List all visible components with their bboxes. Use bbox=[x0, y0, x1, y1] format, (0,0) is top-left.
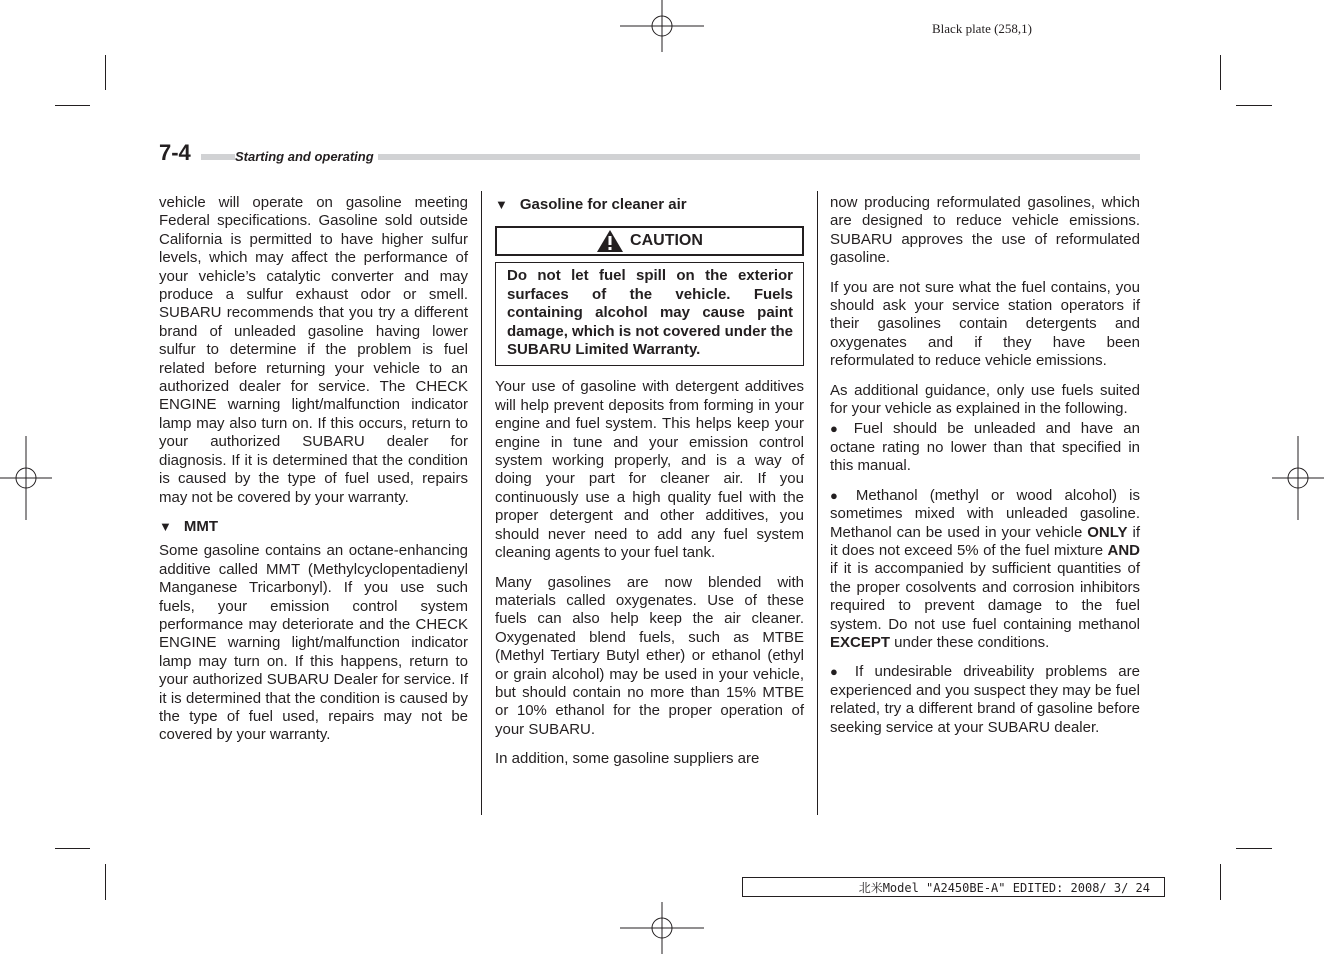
paragraph: If you are not sure what the fuel contains, you should ask your service station operators if their gasolines contain detergents and oxygenates and if they have been reformulated to reduce vehicle emissions. bbox=[830, 278, 1140, 370]
registration-mark-icon bbox=[620, 0, 704, 68]
bullet-item bbox=[830, 487, 1140, 653]
bullet-text: under these conditions. bbox=[890, 633, 1050, 651]
triangle-down-icon: ▼ bbox=[159, 518, 172, 534]
heading-text: Gasoline for cleaner air bbox=[519, 196, 687, 213]
page-number: 7-4 bbox=[159, 140, 201, 166]
column-divider bbox=[481, 191, 482, 815]
section-heading-gasoline bbox=[495, 196, 804, 214]
column-1 bbox=[159, 194, 468, 756]
triangle-down-icon: ▼ bbox=[495, 197, 508, 212]
heading-text: MMT bbox=[183, 517, 219, 535]
plate-label: Black plate (258,1) bbox=[932, 21, 1032, 36]
bullet-text: If undesirable driveability problems are experienced and you suspect they may be fuel related, try a different brand of gasoline before seeking service at your SUBARU dealer. bbox=[830, 663, 1140, 736]
page-header bbox=[159, 140, 1140, 170]
warning-icon bbox=[596, 229, 624, 253]
crop-mark bbox=[55, 105, 90, 106]
bullet-icon: ● bbox=[830, 487, 846, 503]
column-2 bbox=[495, 194, 804, 780]
bullet-text: Methanol (methyl or wood alcohol) is sometimes mixed with unleaded gasoline. Methanol can be used in your vehicle bbox=[830, 486, 1141, 541]
crop-mark bbox=[1220, 55, 1221, 90]
bullet-item bbox=[830, 420, 1140, 475]
bullet-icon: ● bbox=[830, 664, 845, 680]
bullet-text: if it does not exceed 5% of the fuel mixture bbox=[830, 523, 1140, 559]
section-title: Starting and operating bbox=[235, 149, 378, 164]
crop-mark bbox=[1236, 848, 1272, 849]
paragraph: Your use of gasoline with detergent additives will help prevent deposits from forming in your engine and fuel system. This helps keep your engine in tune and your emission control system working properly, and is a way of doing your part for cleaner air. If you continuously use a high quality fuel with the proper detergent and other additives, you should never need to add any fuel system cleaning agents to your fuel tank. bbox=[495, 378, 804, 562]
column-divider bbox=[817, 191, 818, 815]
registration-mark-icon bbox=[1256, 436, 1327, 520]
crop-mark bbox=[1236, 105, 1272, 106]
paragraph: In addition, some gasoline suppliers are bbox=[495, 750, 760, 768]
crop-mark bbox=[1220, 864, 1221, 900]
caution-header bbox=[495, 226, 804, 256]
emphasis-and: AND bbox=[1107, 541, 1140, 559]
emphasis-only: ONLY bbox=[1087, 523, 1128, 541]
section-heading-mmt bbox=[159, 518, 468, 536]
edition-footer bbox=[742, 877, 1165, 897]
paragraph: Some gasoline contains an octane-enhancing additive called MMT (Methylcyclopentadienyl Manganese Tricarbonyl). If you use such fuels, your emission control system performance may deteriorate and the CHECK ENGINE warning light/malfunction indicator lamp may turn on. If this happens, return to your authorized SUBARU Dealer for service. If it is determined that the condition is caused by the type of fuel used, repairs may not be covered by your warranty. bbox=[159, 542, 468, 744]
crop-mark bbox=[105, 55, 106, 90]
bullet-item bbox=[830, 663, 1140, 737]
column-3 bbox=[830, 194, 1140, 748]
edition-text: 北米Model "A2450BE-A" EDITED: 2008/ 3/ 24 bbox=[858, 881, 1150, 895]
bullet-icon: ● bbox=[830, 421, 844, 437]
paragraph: As additional guidance, only use fuels suited for your vehicle as explained in the following. bbox=[830, 381, 1140, 418]
registration-mark-icon bbox=[0, 436, 68, 520]
bullet-text: Fuel should be unleaded and have an octane rating no lower than that specified in this manual. bbox=[830, 420, 1140, 475]
paragraph: vehicle will operate on gasoline meeting Federal specifications. Gasoline sold outside California is permitted to have higher sulfur levels, which may affect the performance of your vehicle’s catalytic converter and may produce a sulfur exhaust odor or smell. SUBARU recommends that you try a different brand of unleaded gasoline having lower sulfur to determine if the problem is fuel related before returning your vehicle to an authorized dealer for service. The CHECK ENGINE warning light/malfunction indicator lamp may also turn on. If this occurs, return to your authorized SUBARU dealer for diagnosis. If it is determined that the condition is caused by the type of fuel used, repairs may not be covered by your warranty. bbox=[159, 194, 468, 506]
crop-mark bbox=[55, 848, 90, 849]
bullet-text: if it is accompanied by sufficient quantities of the proper cosolvents and corrosion inhibitors required to prevent damage to the fuel system. Do not use fuel containing methanol bbox=[830, 560, 1140, 633]
caution-label: CAUTION bbox=[630, 232, 703, 250]
crop-mark bbox=[105, 864, 106, 900]
paragraph: now producing reformulated gasolines, which are designed to reduce vehicle emissions. SUBARU approves the use of reformulated gasoline. bbox=[830, 194, 1140, 267]
emphasis-except: EXCEPT bbox=[830, 633, 891, 651]
paragraph: Many gasolines are now blended with materials called oxygenates. Use of these fuels can also help keep the air cleaner. Oxygenated blend fuels, such as MTBE (Methyl Tertiary Butyl ether) or ethanol (ethyl or grain alcohol) may be used in your vehicle, but should contain no more than 15% MTBE or 10% ethanol for the proper operation of your SUBARU. bbox=[495, 573, 804, 738]
caution-text: Do not let fuel spill on the exterior surfaces of the vehicle. Fuels containing alcohol may cause paint damage, which is not covered under the SUBARU Limited Warranty. bbox=[495, 262, 804, 366]
registration-mark-icon bbox=[620, 886, 704, 970]
